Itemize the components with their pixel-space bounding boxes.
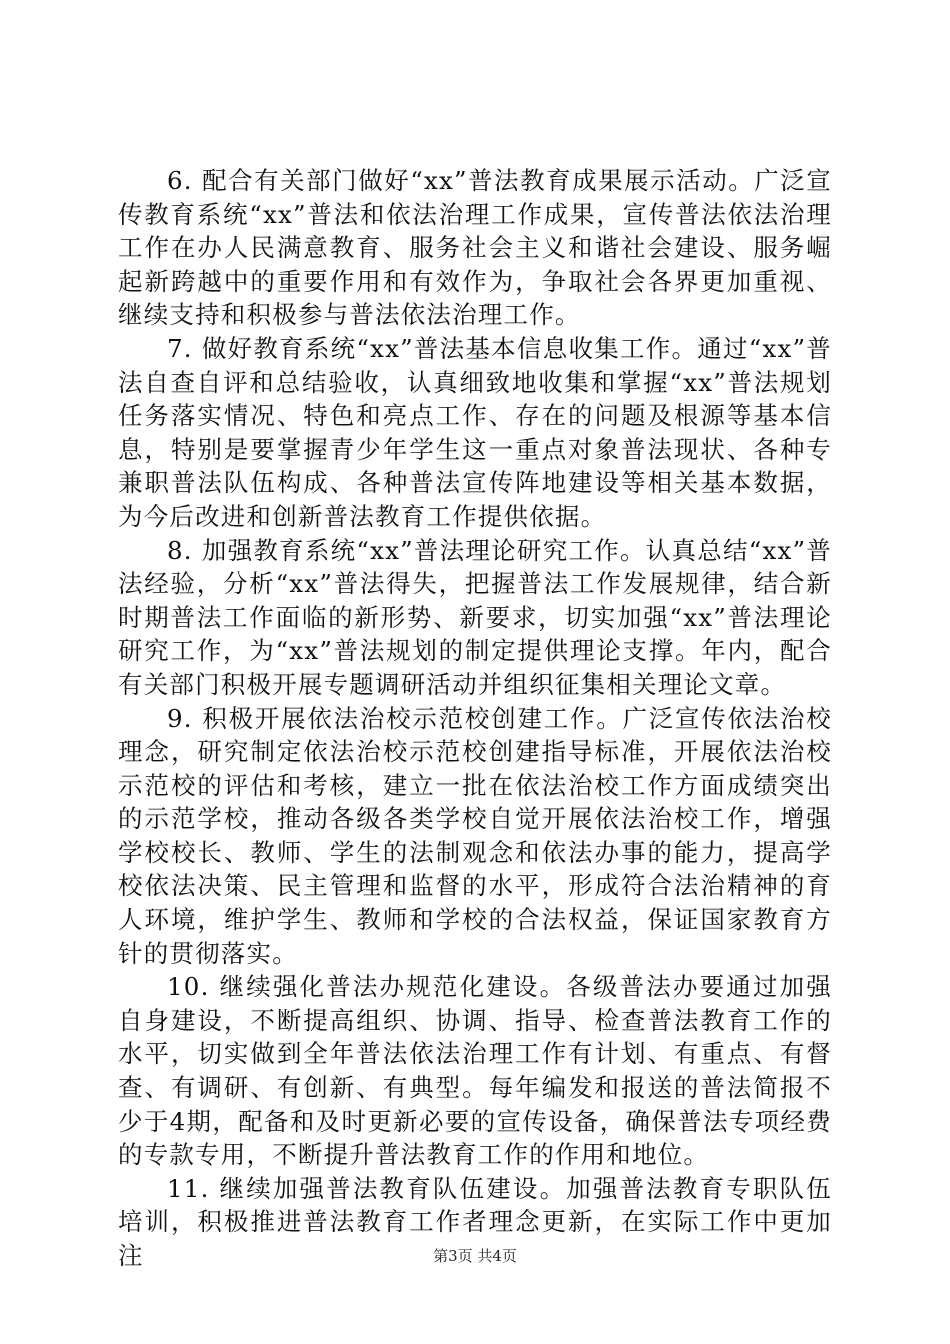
paragraph-10: 10. 继续强化普法办规范化建设。各级普法办要通过加强自身建设，不断提高组织、协调、指导、检查普法教育工作的水平，切实做到全年普法依法治理工作有计划、有重点、有督查、有调研、有创新、有典型。每年编发和报送的普法简报不少于4期，配备和及时更新必要的宣传设备，确保普法专项经费的专款专用，不断提升普法教育工作的作用和地位。 (118, 972, 832, 1170)
paragraph-8: 8. 加强教育系统“xx”普法理论研究工作。认真总结“xx”普法经验，分析“xx”普法得失，把握普法工作发展规律，结合新时期普法工作面临的新形势、新要求，切实加强“xx”普法理论研究工作，为“xx”普法规划的制定提供理论支撑。年内，配合有关部门积极开展专题调研活动并组织征集相关理论文章。 (118, 535, 832, 699)
page-footer: 第3页 共4页 (433, 1247, 517, 1265)
paragraph-9: 9. 积极开展依法治校示范校创建工作。广泛宣传依法治校理念，研究制定依法治校示范校创建指导标准，开展依法治校示范校的评估和考核，建立一批在依法治校工作方面成绩突出的示范学校，推动各级各类学校自觉开展依法治校工作，增强学校校长、教师、学生的法制观念和依法办事的能力，提高学校依法决策、民主管理和监督的水平，形成符合法治精神的育人环境，维护学生、教师和学校的合法权益，保证国家教育方针的贯彻落实。 (118, 703, 832, 968)
document-body (118, 164, 832, 1273)
paragraph-6: 6. 配合有关部门做好“xx”普法教育成果展示活动。广泛宣传教育系统“xx”普法和依法治理工作成果，宣传普法依法治理工作在办人民满意教育、服务社会主义和谐社会建设、服务崛起新跨越中的重要作用和有效作为，争取社会各界更加重视、继续支持和积极参与普法依法治理工作。 (118, 166, 832, 330)
paragraph-11: 11. 继续加强普法教育队伍建设。加强普法教育专职队伍培训，积极推进普法教育工作者理念更新，在实际工作中更加注 (118, 1173, 832, 1270)
paragraph-7: 7. 做好教育系统“xx”普法基本信息收集工作。通过“xx”普法自查自评和总结验收，认真细致地收集和掌握“xx”普法规划任务落实情况、特色和亮点工作、存在的问题及根源等基本信息，特别是要掌握青少年学生这一重点对象普法现状、各种专兼职普法队伍构成、各种普法宣传阵地建设等相关基本数据，为今后改进和创新普法教育工作提供依据。 (118, 333, 832, 531)
